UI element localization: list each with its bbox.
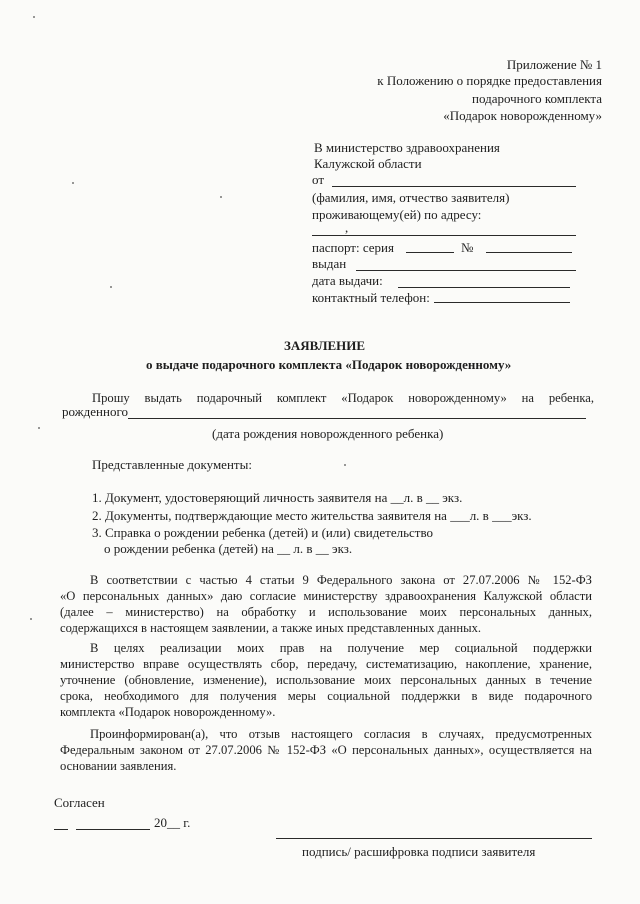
- passport-number-sign: №: [461, 240, 474, 255]
- issue-date-label: дата выдачи:: [312, 273, 383, 288]
- from-label: от: [312, 172, 325, 187]
- issued-label: выдан: [312, 256, 347, 271]
- issue-date-line[interactable]: [398, 287, 570, 288]
- scan-speck: [220, 196, 222, 198]
- address-comma: ,: [345, 220, 349, 235]
- consent-p1-line-1: В соответствии с частью 4 статьи 9 Федерального закона от 27.07.2006 № 152-ФЗ: [90, 573, 592, 587]
- date-month-line[interactable]: [76, 829, 150, 830]
- scan-speck: [38, 427, 40, 429]
- date-year-text: 20__ г.: [154, 815, 191, 830]
- consent-p2-line-1: В целях реализации моих прав на получение мер социальной поддержки: [90, 641, 592, 655]
- consent-p3-line-1: Проинформирован(а), что отзыв настоящего согласия в случаях, предусмотренных: [90, 727, 592, 741]
- request-line-1: Прошу выдать подарочный комплект «Подарок новорожденному» на ребенка,: [92, 391, 594, 405]
- address-field-line-1[interactable]: [312, 235, 576, 236]
- passport-series-line[interactable]: [406, 252, 454, 253]
- fio-caption: (фамилия, имя, отчество заявителя): [312, 190, 510, 205]
- consent-p3-line-2: Федеральным законом от 27.07.2006 № 152-ФЗ «О персональных данных», осуществляется на: [60, 743, 592, 757]
- born-label: рожденного: [62, 404, 128, 419]
- passport-series-label: паспорт: серия: [312, 240, 394, 255]
- consent-p1-line-2: «О персональных данных» даю согласие министерству здравоохранения Калужской области: [60, 589, 592, 603]
- addressee-ministry-line1: В министерство здравоохранения: [314, 140, 500, 155]
- documents-item-2: 2. Документы, подтверждающие место жительства заявителя на ___л. в ___экз.: [92, 508, 532, 523]
- appendix-line-4: «Подарок новорожденному»: [443, 108, 602, 123]
- scan-speck: [30, 618, 32, 620]
- documents-item-3a: 3. Справка о рождении ребенка (детей) и (или) свидетельство: [92, 525, 434, 540]
- dob-caption: (дата рождения новорожденного ребенка): [212, 426, 444, 441]
- residing-label: проживающему(ей) по адресу:: [312, 207, 482, 222]
- document-title: ЗАЯВЛЕНИЕ: [284, 338, 366, 353]
- documents-item-3b: о рождении ребенка (детей) на __ л. в __ экз.: [104, 541, 353, 556]
- phone-field-line[interactable]: [434, 302, 570, 303]
- documents-heading: Представленные документы:: [92, 457, 252, 472]
- consent-p1-line-3: (далее – министерство) на обработку и использование моих персональных данных,: [60, 605, 592, 619]
- scan-speck: [344, 464, 346, 466]
- scan-speck: [33, 16, 35, 18]
- scan-speck: [72, 182, 74, 184]
- date-day-line[interactable]: [54, 829, 68, 830]
- consent-p2-line-3: уточнение (обновление, изменение), использование моих персональных данных в течение: [60, 673, 592, 687]
- signature-line[interactable]: [276, 838, 592, 839]
- born-date-line[interactable]: [128, 418, 586, 419]
- appendix-line-2: к Положению о порядке предоставления: [377, 73, 602, 88]
- appendix-number: Приложение № 1: [506, 57, 602, 72]
- consent-p2-line-5: комплекта «Подарок новорожденному».: [60, 705, 276, 719]
- appendix-line-3: подарочного комплекта: [472, 91, 602, 106]
- consent-p3-line-3: основании заявления.: [60, 759, 177, 773]
- passport-number-line[interactable]: [486, 252, 572, 253]
- documents-item-1: 1. Документ, удостоверяющий личность заявителя на __л. в __ экз.: [92, 490, 463, 505]
- from-field-line[interactable]: [332, 186, 576, 187]
- addressee-ministry-line2: Калужской области: [314, 156, 422, 171]
- issued-field-line[interactable]: [356, 270, 576, 271]
- consent-p1-line-4: содержащихся в настоящем заявлении, а также иных представленных данных.: [60, 621, 482, 635]
- consent-p2-line-4: срока, необходимого для получения меры социальной поддержки в виде подарочного: [60, 689, 592, 703]
- agreed-label: Согласен: [54, 795, 105, 810]
- scan-speck: [110, 286, 112, 288]
- signature-caption: подпись/ расшифровка подписи заявителя: [302, 844, 536, 859]
- phone-label: контактный телефон:: [312, 290, 430, 305]
- consent-p2-line-2: министерство вправе осуществлять сбор, передачу, систематизацию, накопление, хранение,: [60, 657, 592, 671]
- document-subtitle: о выдаче подарочного комплекта «Подарок новорожденному»: [146, 357, 512, 372]
